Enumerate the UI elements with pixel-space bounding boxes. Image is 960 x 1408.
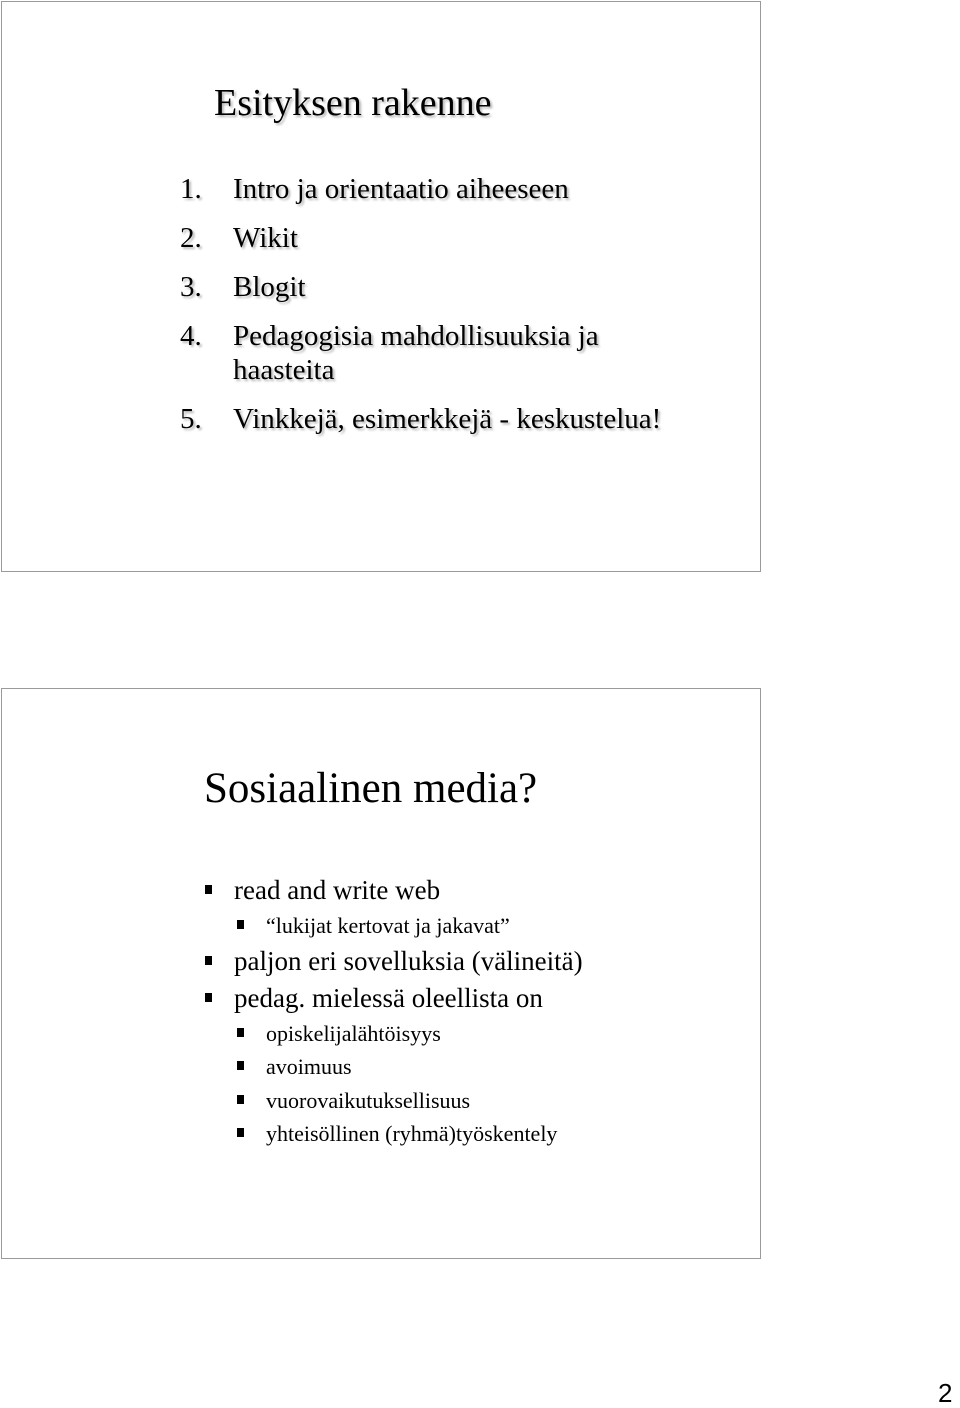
bullet-item [202,980,583,1151]
agenda-item-text: Blogit [233,271,306,303]
agenda-item [180,172,693,206]
agenda-item-text: Vinkkejä, esimerkkejä - keskustelua! [233,403,662,435]
square-bullet-icon [205,993,212,1002]
bullet-text: read and write web [234,875,441,905]
bullet-text: pedag. mielessä oleellista on [234,982,543,1013]
sub-bullet-text: yhteisöllinen (ryhmä)työskentely [266,1121,558,1146]
square-bullet-icon [237,1061,244,1070]
square-bullet-icon [205,885,212,894]
bullet-list [202,872,583,1151]
square-bullet-icon [205,956,212,965]
agenda-item [180,270,693,304]
square-bullet-icon [237,920,244,929]
agenda-item [180,402,693,436]
sub-bullet-text: “lukijat kertovat ja jakavat” [266,913,510,938]
sub-bullet-text: opiskelijalähtöisyys [266,1020,441,1046]
slide-1-title: Esityksen rakenne [214,82,492,124]
agenda-item-number: 1. [180,173,202,205]
sub-bullet-text: avoimuus [266,1054,352,1079]
agenda-item [180,319,693,387]
sub-bullet-item [234,1084,583,1118]
agenda-item-number: 2. [180,222,202,254]
sub-bullet-item [234,1117,583,1151]
agenda-item-text: Pedagogisia mahdollisuuksia ja haasteita [233,320,599,386]
square-bullet-icon [237,1095,244,1104]
sub-bullet-item [234,1017,583,1051]
agenda-item-number: 3. [180,271,202,303]
sub-bullet-item [234,1050,583,1084]
bullet-item [202,872,583,943]
slide-2 [1,688,761,1259]
agenda-item-number: 5. [180,403,202,435]
slide-2-title: Sosiaalinen media? [204,765,538,812]
square-bullet-icon [237,1128,244,1137]
agenda-item-number: 4. [180,320,202,352]
agenda-list [180,172,693,451]
page-number: 2 [938,1378,953,1408]
agenda-item [180,221,693,255]
sub-bullet-text: vuorovaikutuksellisuus [266,1087,471,1113]
bullet-item [202,943,583,980]
bullet-text: paljon eri sovelluksia (välineitä) [234,945,583,976]
square-bullet-icon [237,1028,244,1037]
agenda-item-text: Intro ja orientaatio aiheeseen [233,173,569,205]
slide-1 [1,1,761,572]
agenda-item-text: Wikit [233,222,298,254]
sub-bullet-list [234,1017,583,1151]
sub-bullet-item [234,909,583,943]
sub-bullet-list [234,909,583,943]
